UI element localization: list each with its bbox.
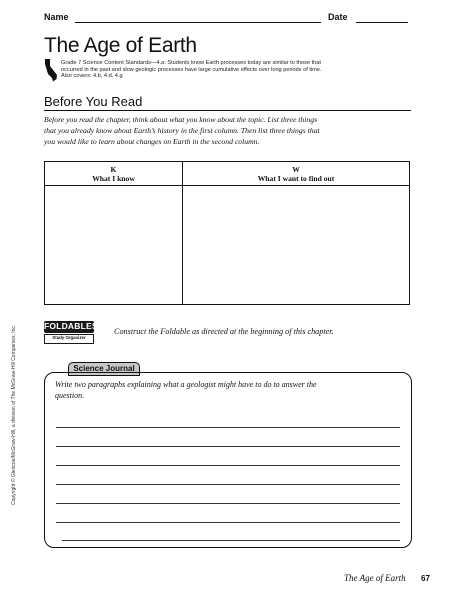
writing-line: [56, 484, 400, 485]
standards-text: [61, 60, 411, 80]
standards-line: Grade 7 Science Content Standards—4.a: Students know Earth processes today are similar to those that: [61, 60, 321, 66]
writing-line: [56, 465, 400, 466]
kw-table: [44, 161, 410, 305]
foldables-instruction: Construct the Foldable as directed at the beginning of this chapter.: [114, 327, 334, 336]
kw-table-header-rule: [45, 185, 409, 186]
writing-line: [56, 522, 400, 523]
writing-line: [56, 503, 400, 504]
name-row: [0, 0, 449, 30]
foldables-logo-text: FOLDABLES: [44, 321, 98, 331]
date-label: Date: [328, 12, 348, 22]
name-field[interactable]: [75, 22, 321, 23]
journal-prompt-line: Write two paragraphs explaining what a geologist might have to do to answer the: [55, 380, 317, 389]
page-title: The Age of Earth: [44, 34, 197, 57]
intro-line: that you already know about Earth’s history in the first column. Then list three things that: [44, 126, 320, 135]
kw-cell-want[interactable]: [184, 187, 408, 303]
kw-letter-k: K: [110, 165, 117, 174]
journal-prompt-line: question.: [55, 391, 85, 400]
section-heading: Before You Read: [44, 94, 143, 109]
writing-line: [56, 446, 400, 447]
kw-cell-know[interactable]: [46, 187, 181, 303]
kw-heading-know: What I know: [92, 174, 135, 183]
date-field[interactable]: [356, 22, 408, 23]
standards-line: occurred in the past and slow geologic processes have large cumulative effects over long periods of time.: [61, 66, 322, 73]
journal-prompt: [55, 379, 405, 401]
kw-header-want: [183, 165, 409, 183]
name-label: Name: [44, 12, 69, 22]
journal-writing-area[interactable]: [56, 420, 400, 544]
intro-paragraph: [44, 114, 414, 147]
kw-heading-want: What I want to find out: [257, 174, 335, 183]
science-journal-tab: Science Journal: [68, 362, 140, 376]
writing-line: [56, 427, 400, 428]
kw-table-divider: [182, 162, 183, 304]
foldables-logo: [44, 321, 98, 345]
california-state-icon: [44, 59, 58, 82]
kw-header-know: [45, 165, 182, 183]
writing-line: [62, 540, 400, 541]
section-heading-rule: [44, 110, 411, 111]
page-number: 67: [421, 574, 430, 583]
copyright-notice: Copyright © Glencoe/McGraw-Hill, a division of The McGraw-Hill Companies, Inc.: [11, 324, 17, 505]
intro-line: Before you read the chapter, think about what you know about the topic. List three things: [44, 115, 318, 124]
standards-line: Also covers: 4.b, 4.d, 4.g: [61, 73, 123, 80]
kw-letter-w: W: [292, 165, 300, 174]
footer-title: The Age of Earth: [344, 573, 406, 583]
foldables-logo-subtext: Study Organizer: [44, 334, 94, 344]
intro-line: you would like to learn about changes on Earth in the second column.: [44, 137, 260, 146]
